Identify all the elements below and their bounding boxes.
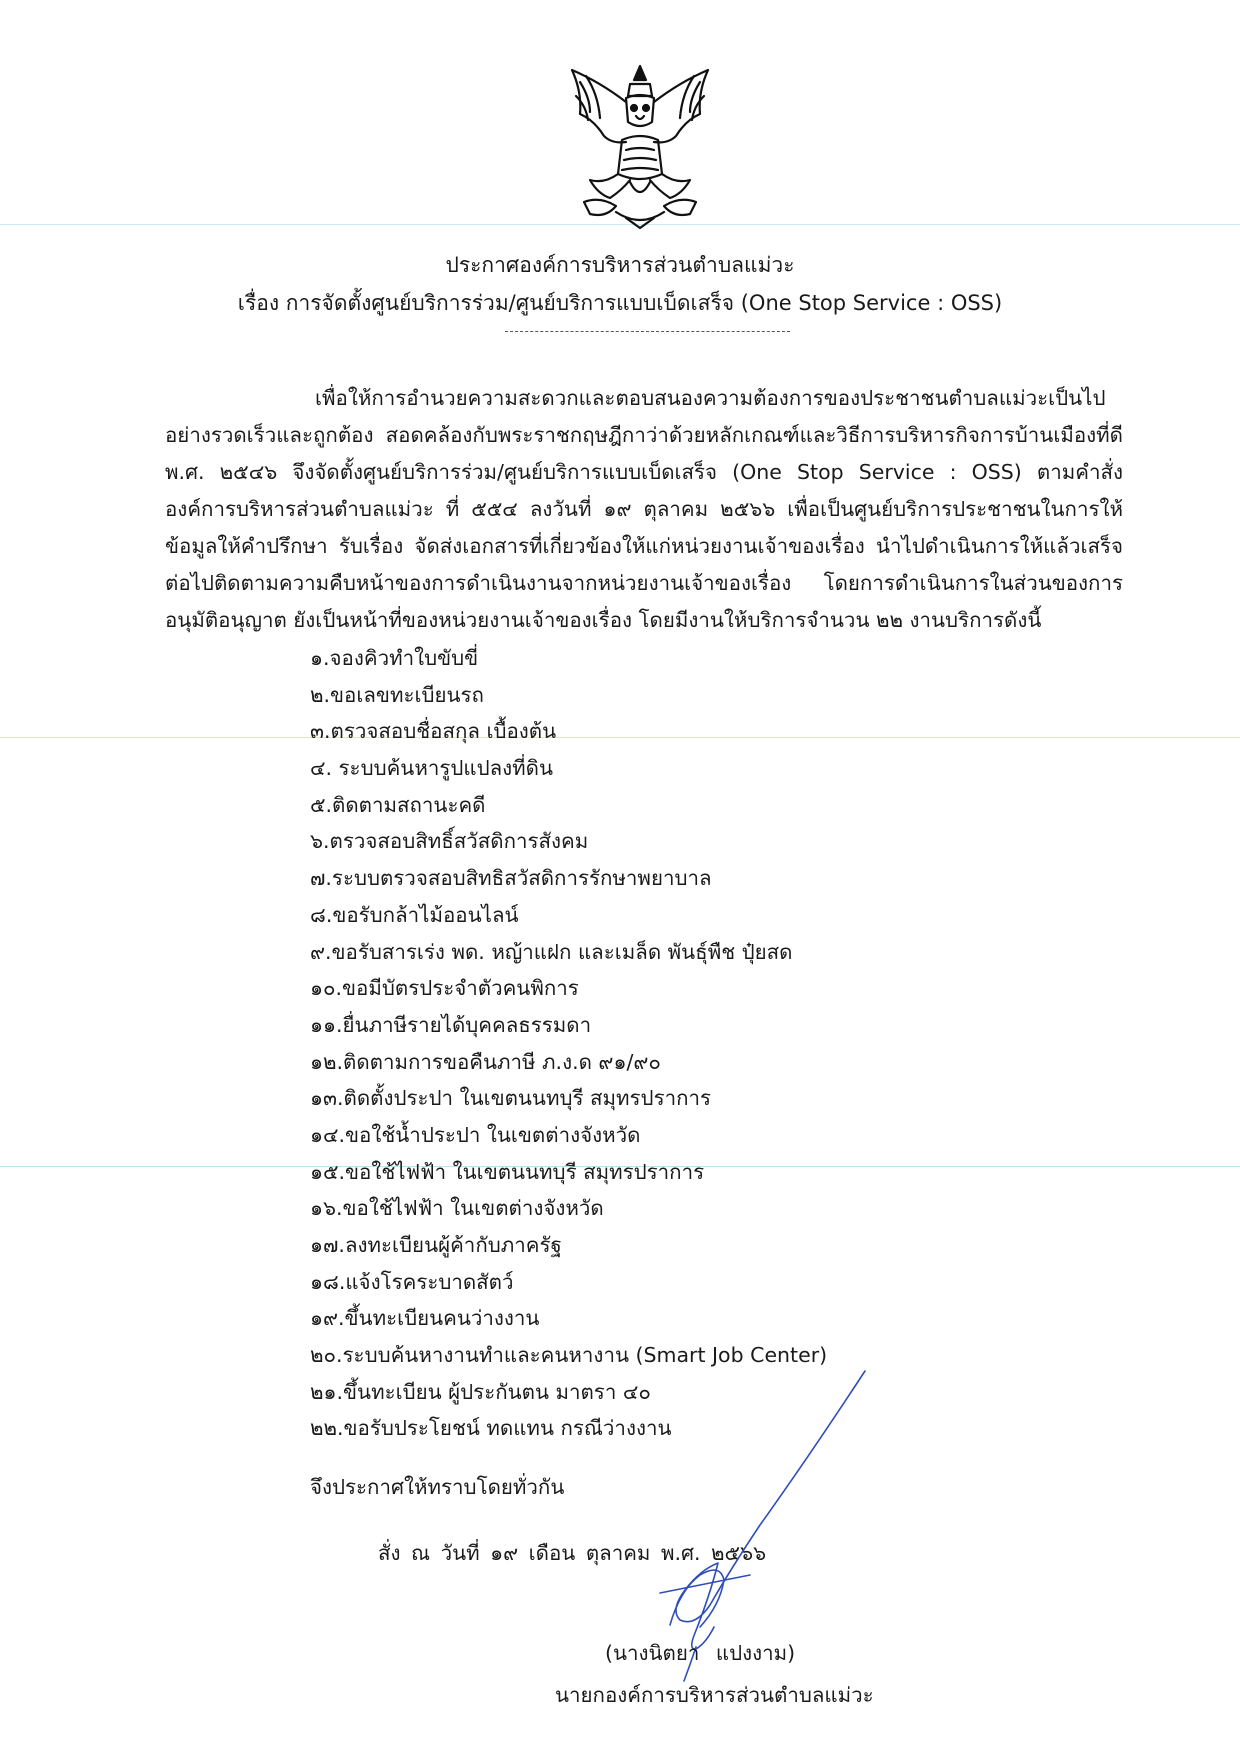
service-item: ๒๐.ระบบค้นหางานทำและคนหางาน (Smart Job Center) xyxy=(310,1343,828,1368)
service-item: ๑๙.ขึ้นทะเบียนคนว่างงาน xyxy=(310,1306,540,1331)
service-item: ๗.ระบบตรวจสอบสิทธิสวัสดิการรักษาพยาบาล xyxy=(310,866,712,891)
service-item: ๖.ตรวจสอบสิทธิ์สวัสดิการสังคม xyxy=(310,829,589,854)
date-line: สั่ง ณ วันที่ ๑๙ เดือน ตุลาคม พ.ศ. ๒๕๖๖ xyxy=(378,1541,767,1565)
service-item: ๑๘.แจ้งโรคระบาดสัตว์ xyxy=(310,1269,514,1294)
service-list xyxy=(310,640,827,1447)
closing-statement: จึงประกาศให้ทราบโดยทั่วกัน xyxy=(310,1475,565,1499)
announcement-subject: เรื่อง การจัดตั้งศูนย์บริการร่วม/ศูนย์บริการแบบเบ็ดเสร็จ (One Stop Service : OSS) xyxy=(237,291,1003,315)
service-item: ๑๓.ติดตั้งประปา ในเขตนนทบุรี สมุทรปราการ xyxy=(310,1086,712,1111)
service-item: ๑๗.ลงทะเบียนผู้ค้ากับภาครัฐ xyxy=(310,1233,562,1257)
service-item: ๑๑.ยื่นภาษีรายได้บุคคลธรรมดา xyxy=(310,1012,592,1037)
signatory-name: (นางนิตยา แปงงาม) xyxy=(605,1641,796,1665)
service-item: ๑๕.ขอใช้ไฟฟ้า ในเขตนนทบุรี สมุทรปราการ xyxy=(310,1159,705,1184)
service-item: ๑๔.ขอใช้น้ำประปา ในเขตต่างจังหวัด xyxy=(310,1122,641,1147)
service-item: ๕.ติดตามสถานะคดี xyxy=(310,792,486,817)
service-item: ๑.จองคิวทำใบขับขี่ xyxy=(310,646,479,670)
service-item: ๓.ตรวจสอบชื่อสกุล เบื้องต้น xyxy=(310,719,557,744)
service-item: ๑๖.ขอใช้ไฟฟ้า ในเขตต่างจังหวัด xyxy=(310,1196,604,1221)
header-divider xyxy=(505,331,790,332)
signatory-title: นายกองค์การบริหารส่วนตำบลแม่วะ xyxy=(555,1683,874,1707)
announcement-title: ประกาศองค์การบริหารส่วนตำบลแม่วะ xyxy=(445,253,795,277)
service-item: ๔. ระบบค้นหารูปแปลงที่ดิน xyxy=(310,756,554,781)
service-item: ๒๑.ขึ้นทะเบียน ผู้ประกันตน มาตรา ๔๐ xyxy=(310,1379,651,1404)
service-item: ๑๒.ติดตามการขอคืนภาษี ภ.ง.ด ๙๑/๙๐ xyxy=(310,1049,661,1074)
service-item: ๘.ขอรับกล้าไม้ออนไลน์ xyxy=(310,902,519,927)
service-item: ๒๒.ขอรับประโยชน์ ทดแทน กรณีว่างงาน xyxy=(310,1416,672,1441)
service-item: ๒.ขอเลขทะเบียนรถ xyxy=(310,682,484,707)
service-item: ๑๐.ขอมีบัตรประจำตัวคนพิการ xyxy=(310,976,579,1001)
garuda-emblem-icon xyxy=(560,62,720,232)
body-paragraph: เพื่อให้การอำนวยความสะดวกและตอบสนองความต้องการของประชาชนตำบลแม่วะเป็นไปอย่างรวดเร็วและถูกต้อง สอดคล้องกับพระราชกฤษฎีกาว่าด้วยหลักเกณฑ์และวิธีการบริหารกิจการบ้านเมืองที่ดี พ.ศ. ๒๕๔๖ จึงจัดตั้งศูนย์บริการร่วม/ศูนย์บริการแบบเบ็ดเสร็จ (One Stop Service : OSS) ตามคำสั่งองค์การบริหารส่วนตำบลแม่วะ ที่ ๕๕๔ ลงวันที่ ๑๙ ตุลาคม ๒๕๖๖ เพื่อเป็นศูนย์บริการประชาชนในการให้ข้อมูลให้คำปรึกษา รับเรื่อง จัดส่งเอกสารที่เกี่ยวข้องให้แก่หน่วยงานเจ้าของเรื่อง นำไปดำเนินการให้แล้วเสร็จต่อไปติดตามความคืบหน้าของการดำเนินงานจากหน่วยงานเจ้าของเรื่อง โดยการดำเนินการในส่วนของการอนุมัติอนุญาต ยังเป็นหน้าที่ของหน่วยงานเจ้าของเรื่อง โดยมีงานให้บริการจำนวน ๒๒ งานบริการดังนี้ xyxy=(165,386,1123,632)
service-item: ๙.ขอรับสารเร่ง พด. หญ้าแฝก และเมล็ด พันธุ์พืช ปุ๋ยสด xyxy=(310,939,793,964)
